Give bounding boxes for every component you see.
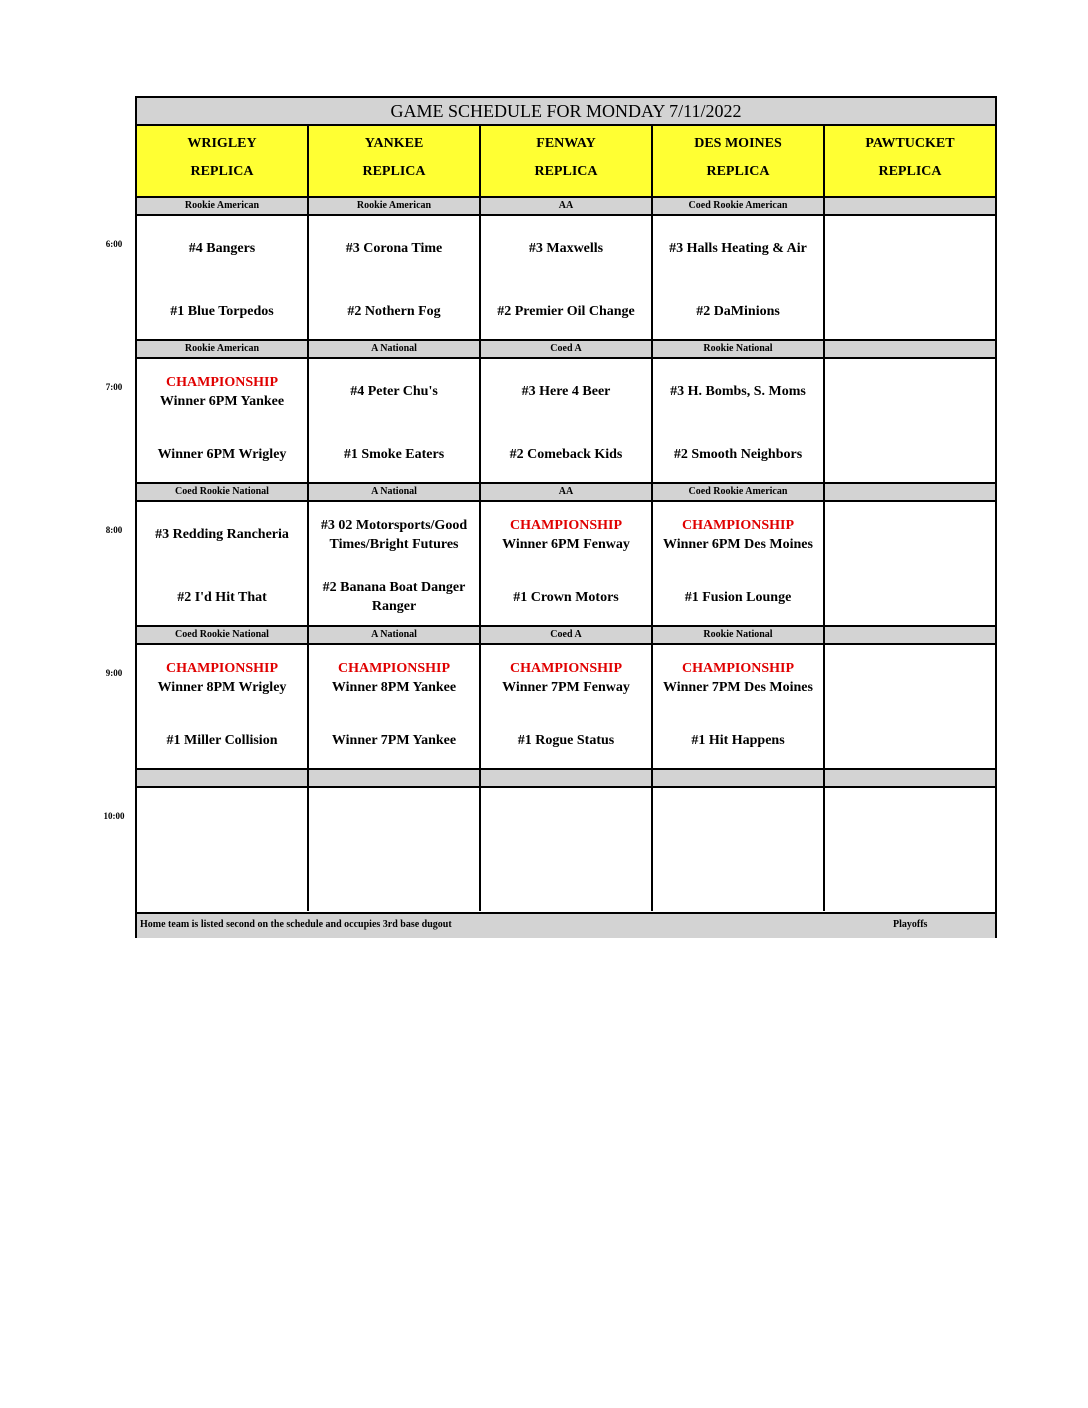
time-label: 10:00 xyxy=(103,811,125,821)
game-cell xyxy=(137,502,307,625)
away-team xyxy=(313,239,475,258)
schedule-title: GAME SCHEDULE FOR MONDAY 7/11/2022 xyxy=(137,98,995,126)
venue-header-wrigley xyxy=(137,126,307,196)
division-label: Rookie American xyxy=(184,200,260,211)
game-cell xyxy=(653,502,823,625)
home-team-name: #2 Premier Oil Change xyxy=(497,304,635,319)
column-divider xyxy=(307,627,309,768)
away-team xyxy=(485,239,647,258)
division-label: Rookie American xyxy=(184,343,260,354)
away-team-name: Winner 6PM Yankee xyxy=(159,394,285,409)
game-cell xyxy=(653,359,823,482)
venue-name: WRIGLEY xyxy=(187,136,257,151)
division-label xyxy=(825,484,995,500)
column-divider xyxy=(651,484,653,625)
division-label: A National xyxy=(371,343,417,354)
division-label: AA xyxy=(558,200,574,211)
division-label: Rookie National xyxy=(703,343,773,354)
division-label xyxy=(825,341,995,357)
away-team-name: Winner 8PM Yankee xyxy=(331,680,457,695)
venue-name: FENWAY xyxy=(536,136,596,151)
column-divider xyxy=(307,484,309,625)
championship-label: CHAMPIONSHIP xyxy=(510,518,622,533)
game-cell xyxy=(825,788,995,911)
away-team xyxy=(313,516,475,554)
away-team-name: #3 H. Bombs, S. Moms xyxy=(670,384,806,399)
division-label: Coed Rookie National xyxy=(175,486,269,497)
away-team-name: Winner 7PM Des Moines xyxy=(663,680,813,695)
game-cell xyxy=(137,216,307,339)
game-cell xyxy=(309,502,479,625)
game-cell xyxy=(309,216,479,339)
column-divider xyxy=(823,627,825,768)
division-label xyxy=(137,770,307,786)
away-team xyxy=(657,516,819,554)
division-label: A National xyxy=(371,629,417,640)
away-team-name: #4 Peter Chu's xyxy=(350,384,438,399)
away-team-name: #4 Bangers xyxy=(188,241,256,256)
home-team-name: #2 Comeback Kids xyxy=(509,447,623,462)
playoffs-label: Playoffs xyxy=(893,919,928,930)
home-team-note: Home team is listed second on the schedule and occupies 3rd base dugout xyxy=(140,919,452,930)
game-row xyxy=(137,645,995,768)
division-label: Coed Rookie National xyxy=(175,629,269,640)
game-cell xyxy=(653,645,823,768)
game-cell xyxy=(653,216,823,339)
away-team xyxy=(485,382,647,401)
column-divider xyxy=(479,770,481,911)
away-team-name: #3 Corona Time xyxy=(345,241,443,256)
championship-label: CHAMPIONSHIP xyxy=(338,661,450,676)
column-divider xyxy=(823,484,825,625)
division-label: A National xyxy=(371,486,417,497)
time-label: 6:00 xyxy=(105,239,123,249)
division-label xyxy=(481,770,651,786)
game-row xyxy=(137,359,995,482)
column-divider xyxy=(651,770,653,911)
home-team-name: Winner 6PM Wrigley xyxy=(157,447,287,462)
division-label xyxy=(825,770,995,786)
division-row xyxy=(137,341,995,357)
game-row xyxy=(137,216,995,339)
game-cell xyxy=(481,788,651,911)
venue-type: REPLICA xyxy=(534,164,598,179)
away-team-name: Winner 6PM Des Moines xyxy=(663,537,813,552)
game-cell xyxy=(481,216,651,339)
column-divider xyxy=(307,341,309,482)
venue-name: PAWTUCKET xyxy=(865,136,955,151)
game-cell xyxy=(309,788,479,911)
schedule-sheet xyxy=(135,96,997,938)
home-team-name: #1 Miller Collision xyxy=(166,733,278,748)
schedule-footer xyxy=(137,912,995,938)
away-team-name: Winner 6PM Fenway xyxy=(502,537,630,552)
division-label xyxy=(309,770,479,786)
championship-label: CHAMPIONSHIP xyxy=(682,518,794,533)
time-slot-block xyxy=(137,198,995,341)
game-row xyxy=(137,788,995,911)
home-team-name: #1 Blue Torpedos xyxy=(170,304,274,319)
venue-name: YANKEE xyxy=(364,136,424,151)
game-cell xyxy=(309,359,479,482)
home-team-name: #1 Smoke Eaters xyxy=(343,447,445,462)
game-cell xyxy=(481,502,651,625)
column-divider xyxy=(823,770,825,911)
venue-type: REPLICA xyxy=(706,164,770,179)
time-label: 8:00 xyxy=(105,525,123,535)
away-team xyxy=(485,516,647,554)
row-divider xyxy=(137,196,995,198)
game-cell xyxy=(825,645,995,768)
championship-label: CHAMPIONSHIP xyxy=(510,661,622,676)
column-divider xyxy=(479,198,481,339)
home-team-name: #1 Fusion Lounge xyxy=(684,590,792,605)
championship-label: CHAMPIONSHIP xyxy=(682,661,794,676)
away-team-name: #3 Redding Rancheria xyxy=(155,527,289,542)
venue-header-pawtucket xyxy=(825,126,995,196)
home-team-name: #2 Banana Boat Danger Ranger xyxy=(322,580,466,614)
division-row xyxy=(137,627,995,643)
division-row xyxy=(137,484,995,500)
away-team xyxy=(657,382,819,401)
away-team xyxy=(657,239,819,258)
away-team xyxy=(313,659,475,697)
venue-header-fenway xyxy=(481,126,651,196)
venue-type: REPLICA xyxy=(878,164,942,179)
away-team xyxy=(485,659,647,697)
home-team-name: #1 Hit Happens xyxy=(691,733,785,748)
game-cell xyxy=(137,645,307,768)
away-team-name: #3 Halls Heating & Air xyxy=(669,241,807,256)
column-divider xyxy=(651,341,653,482)
column-divider xyxy=(479,484,481,625)
game-cell xyxy=(653,788,823,911)
division-label: Coed A xyxy=(550,343,582,354)
venue-type: REPLICA xyxy=(362,164,426,179)
game-cell xyxy=(137,359,307,482)
home-team-name: #1 Rogue Status xyxy=(517,733,615,748)
away-team-name: Winner 7PM Fenway xyxy=(502,680,630,695)
column-divider xyxy=(307,770,309,911)
time-slot-block xyxy=(137,484,995,627)
home-team-name: Winner 7PM Yankee xyxy=(331,733,457,748)
home-team-name: #2 Smooth Neighbors xyxy=(673,447,803,462)
division-label: Coed Rookie American xyxy=(688,486,788,497)
venue-header-yankee xyxy=(309,126,479,196)
game-cell xyxy=(825,216,995,339)
away-team xyxy=(313,382,475,401)
column-divider xyxy=(307,198,309,339)
time-slot-block xyxy=(137,770,995,913)
division-label xyxy=(653,770,823,786)
away-team-name: Winner 8PM Wrigley xyxy=(157,680,287,695)
time-label: 7:00 xyxy=(105,382,123,392)
column-divider xyxy=(479,341,481,482)
column-divider xyxy=(651,198,653,339)
away-team-name: #3 02 Motorsports/Good Times/Bright Futures xyxy=(320,518,468,552)
game-cell xyxy=(825,502,995,625)
column-divider xyxy=(479,627,481,768)
game-cell xyxy=(481,645,651,768)
game-cell xyxy=(309,645,479,768)
division-row xyxy=(137,770,995,786)
game-cell xyxy=(137,788,307,911)
time-label: 9:00 xyxy=(105,668,123,678)
game-row xyxy=(137,502,995,625)
game-cell xyxy=(825,359,995,482)
time-slot-block xyxy=(137,341,995,484)
game-cell xyxy=(481,359,651,482)
division-label: Coed Rookie American xyxy=(688,200,788,211)
venue-header-des-moines xyxy=(653,126,823,196)
venue-name: DES MOINES xyxy=(694,136,782,151)
division-label: Rookie American xyxy=(356,200,432,211)
away-team-name: #3 Maxwells xyxy=(528,241,604,256)
division-row xyxy=(137,198,995,214)
venue-type: REPLICA xyxy=(190,164,254,179)
away-team xyxy=(141,659,303,697)
venue-header-row xyxy=(137,126,995,196)
away-team xyxy=(141,525,303,544)
division-label: Coed A xyxy=(550,629,582,640)
home-team-name: #2 Nothern Fog xyxy=(347,304,441,319)
division-label xyxy=(825,627,995,643)
time-slot-block xyxy=(137,627,995,770)
column-divider xyxy=(823,198,825,339)
away-team xyxy=(141,239,303,258)
column-divider xyxy=(823,341,825,482)
home-team-name: #1 Crown Motors xyxy=(513,590,619,605)
away-team-name: #3 Here 4 Beer xyxy=(521,384,611,399)
away-team xyxy=(141,373,303,411)
division-label: Rookie National xyxy=(703,629,773,640)
column-divider xyxy=(651,627,653,768)
championship-label: CHAMPIONSHIP xyxy=(166,661,278,676)
home-team-name: #2 DaMinions xyxy=(696,304,780,319)
home-team-name: #2 I'd Hit That xyxy=(177,590,267,605)
championship-label: CHAMPIONSHIP xyxy=(166,375,278,390)
away-team xyxy=(657,659,819,697)
division-label xyxy=(825,198,995,214)
division-label: AA xyxy=(558,486,574,497)
